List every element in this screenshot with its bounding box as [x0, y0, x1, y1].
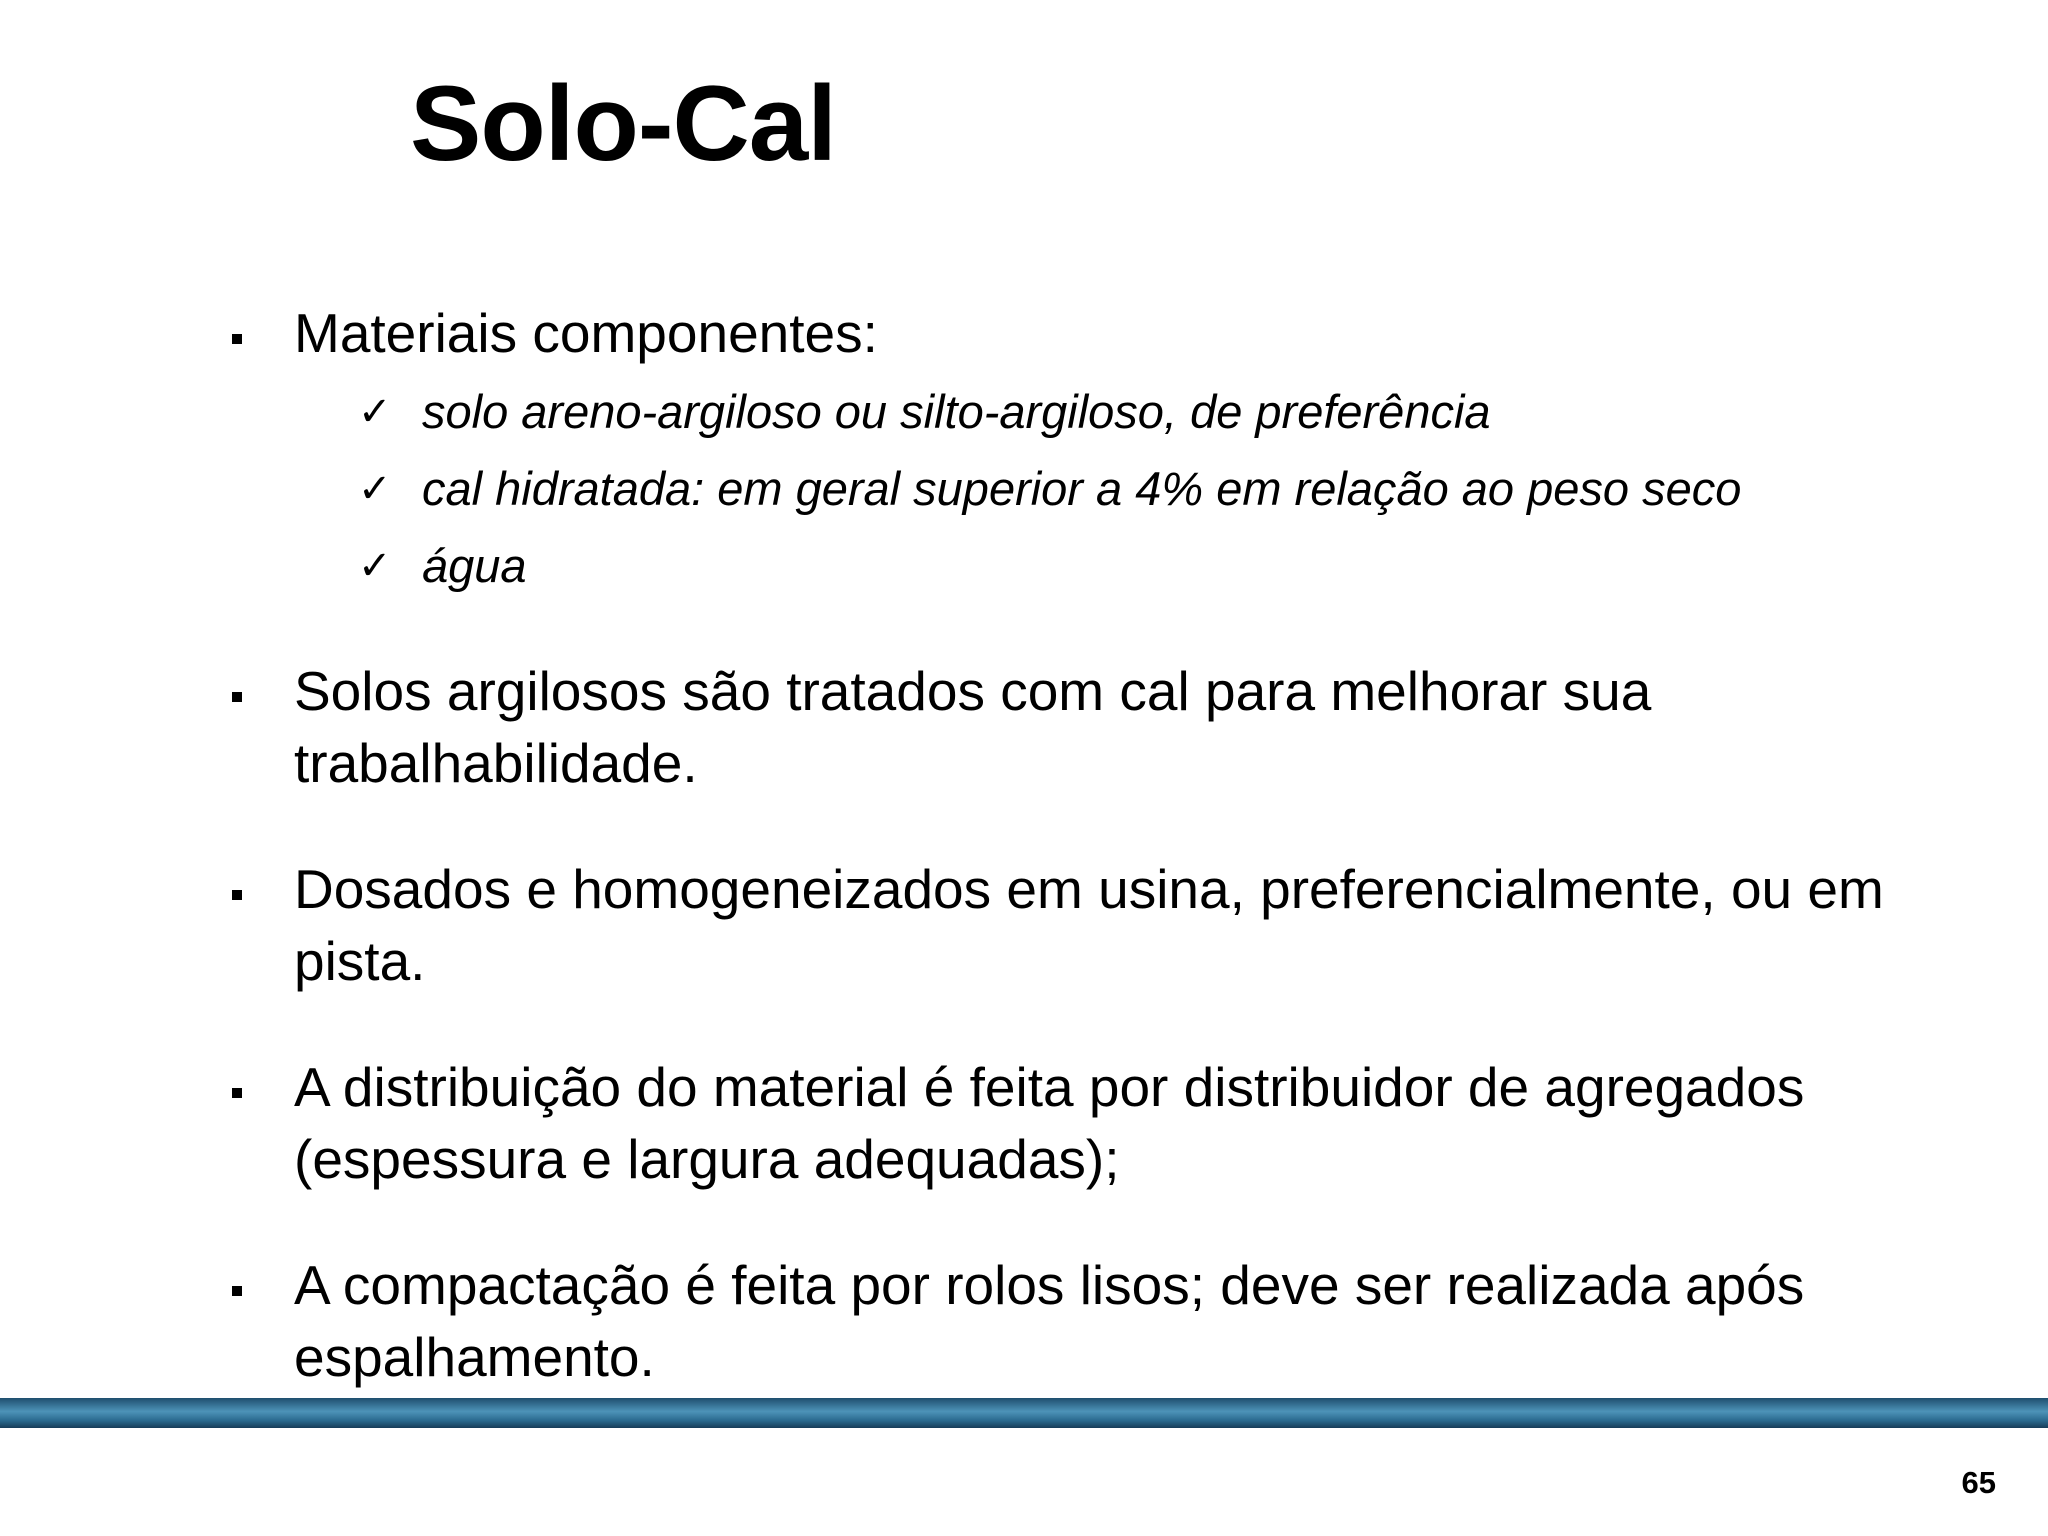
slide-title: Solo-Cal: [410, 63, 836, 183]
checkmark-icon: ✓: [358, 466, 392, 512]
footer-divider-bar: [0, 1398, 2048, 1428]
checkmark-icon: ✓: [358, 389, 392, 435]
square-bullet-icon: [232, 334, 242, 344]
bullet-text: Materiais componentes:: [294, 302, 878, 364]
bullet-text: Solos argilosos são tratados com cal para melhorar sua trabalhabilidade.: [294, 660, 1652, 794]
sub-item-text: água: [422, 539, 527, 592]
bullet-text: A distribuição do material é feita por distribuidor de agregados (espessura e largura adequadas);: [294, 1056, 1805, 1190]
square-bullet-icon: [232, 1088, 242, 1098]
bullet-text: A compactação é feita por rolos lisos; deve ser realizada após espalhamento.: [294, 1254, 1805, 1388]
square-bullet-icon: [232, 1286, 242, 1296]
square-bullet-icon: [232, 890, 242, 900]
sub-item-text: cal hidratada: em geral superior a 4% em relação ao peso seco: [422, 462, 1742, 515]
checkmark-icon: ✓: [358, 543, 392, 589]
sub-item-text: solo areno-argiloso ou silto-argiloso, de preferência: [422, 385, 1491, 438]
square-bullet-icon: [232, 692, 242, 702]
page-number: 65: [1961, 1465, 1996, 1500]
bullet-text: Dosados e homogeneizados em usina, preferencialmente, ou em pista.: [294, 858, 1884, 992]
